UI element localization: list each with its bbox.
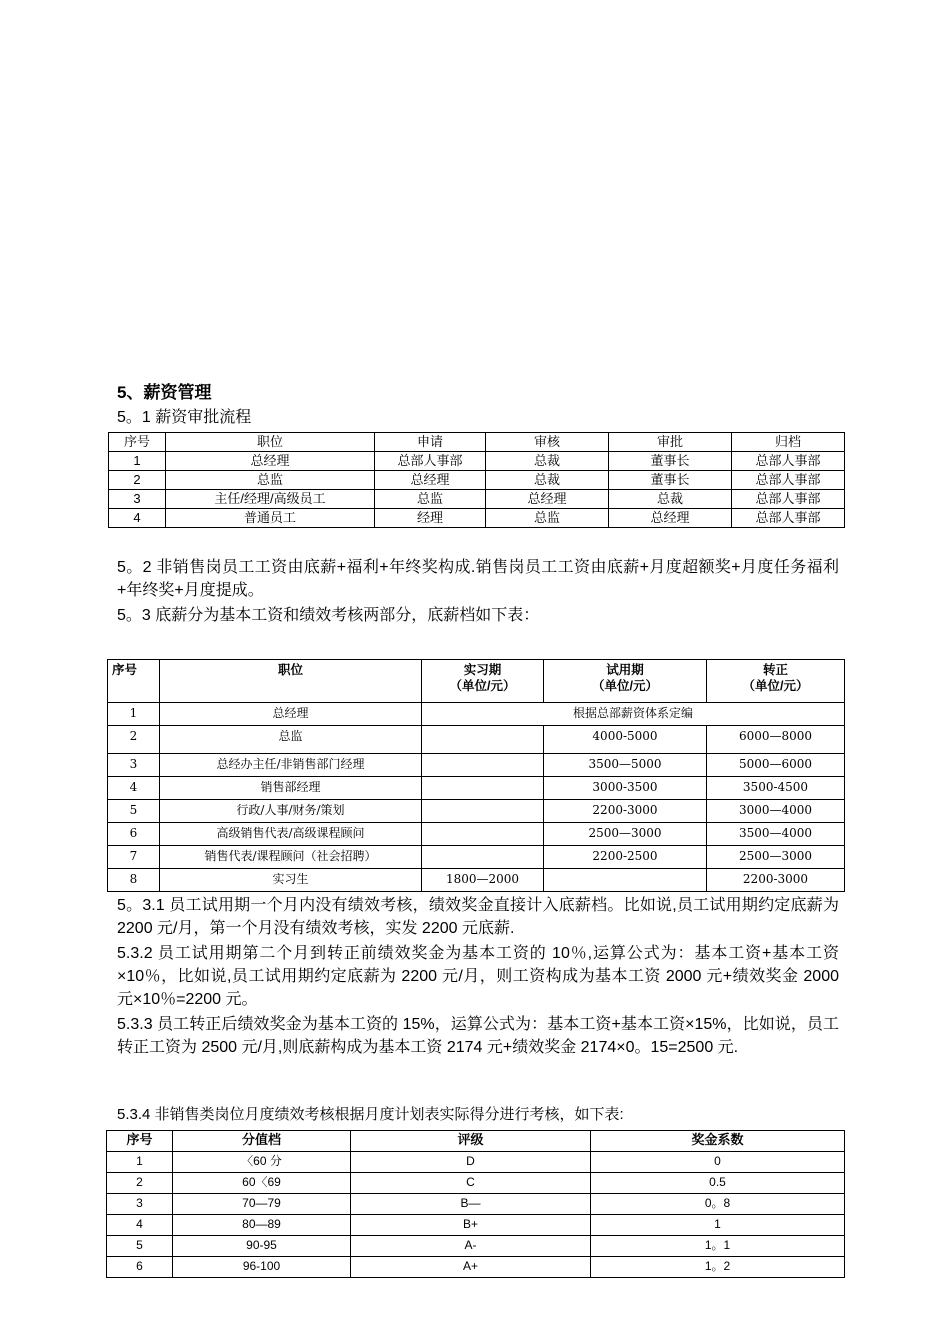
performance-table <box>106 1130 845 1278</box>
intern-salary-cell <box>422 823 544 846</box>
table-cell: 4 <box>109 509 166 528</box>
table-cell: 6 <box>107 1257 173 1278</box>
row-number: 7 <box>108 846 160 869</box>
row-number: 6 <box>108 823 160 846</box>
table-cell: 总监 <box>166 471 375 490</box>
intern-salary-cell <box>422 754 544 777</box>
intern-salary-cell: 1800—2000 <box>422 869 544 892</box>
header-cell <box>544 660 707 703</box>
subsection-5-1: 5。1 薪资审批流程 <box>117 409 252 426</box>
merged-cell: 根据总部薪资体系定编 <box>422 703 845 726</box>
table-cell: 1 <box>109 452 166 471</box>
table-row <box>109 471 845 490</box>
table-cell: 1。2 <box>591 1257 845 1278</box>
table-cell: A+ <box>351 1257 591 1278</box>
table-cell: C <box>351 1173 591 1194</box>
table-cell: 0 <box>591 1152 845 1173</box>
table-row <box>108 823 845 846</box>
position-cell: 销售部经理 <box>160 777 422 800</box>
header-cell <box>707 660 845 703</box>
regular-salary-cell: 6000—8000 <box>707 726 845 754</box>
header-cell: 分值档 <box>173 1131 351 1152</box>
header-line: （单位/元） <box>592 679 658 693</box>
table-cell: 4 <box>107 1215 173 1236</box>
header-line: 转正 <box>762 663 788 677</box>
base-salary-table <box>107 659 845 892</box>
header-line: 实习期 <box>463 663 502 677</box>
table-cell: 5 <box>107 1236 173 1257</box>
row-number: 3 <box>108 754 160 777</box>
header-cell <box>160 660 422 703</box>
position-cell: 总监 <box>160 726 422 754</box>
regular-salary-cell: 2200-3000 <box>707 869 845 892</box>
table-cell: 1 <box>591 1215 845 1236</box>
paragraph-5-3-4: 5.3.4 非销售类岗位月度绩效考核根据月度计划表实际得分进行考核，如下表: <box>117 1106 624 1123</box>
table-cell: 总部人事部 <box>732 471 845 490</box>
paragraph-5-2: 5。2 非销售岗员工工资由底薪+福利+年终奖构成.销售岗员工工资由底薪+月度超额奖+月度任务福利+年终奖+月度提成。 <box>117 559 839 599</box>
row-number: 5 <box>108 800 160 823</box>
table-row <box>108 800 845 823</box>
table-cell: 总部人事部 <box>375 452 486 471</box>
table-cell: 总裁 <box>486 471 609 490</box>
table-cell: 总经理 <box>166 452 375 471</box>
header-cell: 审核 <box>486 433 609 452</box>
header-line: （单位/元） <box>449 679 516 693</box>
header-cell: 职位 <box>166 433 375 452</box>
header-line: （单位/元） <box>742 679 809 693</box>
table-cell: 总监 <box>486 509 609 528</box>
trial-salary-cell: 4000-5000 <box>544 726 707 754</box>
table-cell: 2 <box>109 471 166 490</box>
position-cell: 总经理 <box>160 703 422 726</box>
table-row <box>109 452 845 471</box>
table-cell: 普通员工 <box>166 509 375 528</box>
header-line: 职位 <box>277 663 303 677</box>
header-line: 试用期 <box>606 663 644 677</box>
table-cell: 总经理 <box>375 471 486 490</box>
row-number: 2 <box>108 726 160 754</box>
table-cell: D <box>351 1152 591 1173</box>
table-cell: B— <box>351 1194 591 1215</box>
table-cell: 总部人事部 <box>732 490 845 509</box>
table-row <box>107 1173 845 1194</box>
table-row <box>108 777 845 800</box>
trial-salary-cell <box>544 869 707 892</box>
table-cell: 主任/经理/高级员工 <box>166 490 375 509</box>
table-cell: 80—89 <box>173 1215 351 1236</box>
position-cell: 高级销售代表/高级课程顾问 <box>160 823 422 846</box>
table-header-row <box>107 1131 845 1152</box>
header-cell: 奖金系数 <box>591 1131 845 1152</box>
table-cell: 董事长 <box>609 452 732 471</box>
table-cell: 总监 <box>375 490 486 509</box>
header-cell: 序号 <box>107 1131 173 1152</box>
table-row <box>109 490 845 509</box>
table-cell: 总部人事部 <box>732 509 845 528</box>
table-cell: B+ <box>351 1215 591 1236</box>
table-cell: 60〈69 <box>173 1173 351 1194</box>
table-cell: 3 <box>109 490 166 509</box>
header-cell: 归档 <box>732 433 845 452</box>
table-cell: 总经理 <box>486 490 609 509</box>
position-cell: 总经办主任/非销售部门经理 <box>160 754 422 777</box>
header-cell <box>108 660 160 703</box>
intern-salary-cell <box>422 800 544 823</box>
table-header-row <box>108 660 845 703</box>
regular-salary-cell: 5000—6000 <box>707 754 845 777</box>
table-row <box>109 509 845 528</box>
table-cell: 96-100 <box>173 1257 351 1278</box>
regular-salary-cell: 3500-4500 <box>707 777 845 800</box>
paragraph-5-3: 5。3 底薪分为基本工资和绩效考核两部分，底薪档如下表： <box>117 607 540 624</box>
table-cell: 总经理 <box>609 509 732 528</box>
header-cell: 序号 <box>109 433 166 452</box>
row-number: 4 <box>108 777 160 800</box>
table-cell: 90-95 <box>173 1236 351 1257</box>
table-cell: 1 <box>107 1152 173 1173</box>
table-row <box>107 1236 845 1257</box>
section-title: 5、薪资管理 <box>117 383 212 402</box>
intern-salary-cell <box>422 777 544 800</box>
table-cell: 3 <box>107 1194 173 1215</box>
intern-salary-cell <box>422 726 544 754</box>
table-cell: 2 <box>107 1173 173 1194</box>
position-cell: 销售代表/课程顾问（社会招聘） <box>160 846 422 869</box>
header-cell: 评级 <box>351 1131 591 1152</box>
table-cell: 经理 <box>375 509 486 528</box>
trial-salary-cell: 2200-3000 <box>544 800 707 823</box>
approval-table <box>108 432 845 528</box>
table-row <box>107 1194 845 1215</box>
intern-salary-cell <box>422 846 544 869</box>
table-cell: 总裁 <box>486 452 609 471</box>
regular-salary-cell: 3000—4000 <box>707 800 845 823</box>
trial-salary-cell: 2200-2500 <box>544 846 707 869</box>
regular-salary-cell: 3500—4000 <box>707 823 845 846</box>
table-row <box>107 1152 845 1173</box>
table-cell: 0。8 <box>591 1194 845 1215</box>
trial-salary-cell: 3000-3500 <box>544 777 707 800</box>
paragraph-5-3-1: 5。3.1 员工试用期一个月内没有绩效考核，绩效奖金直接计入底薪档。比如说,员工试用期约定底薪为 2200 元/月，第一个月没有绩效考核，实发 2200 元底薪. <box>117 897 839 937</box>
trial-salary-cell: 2500—3000 <box>544 823 707 846</box>
table-cell: 1。1 <box>591 1236 845 1257</box>
table-row <box>108 726 845 754</box>
header-cell <box>422 660 544 703</box>
table-row <box>108 754 845 777</box>
trial-salary-cell: 3500—5000 <box>544 754 707 777</box>
paragraph-5-3-2: 5.3.2 员工试用期第二个月到转正前绩效奖金为基本工资的 10％,运算公式为：基本工资+基本工资×10％，比如说,员工试用期约定底薪为 2200 元/月，则工资构成为基本工资 2000 元+绩效奖金 2000 元×10％=2200 元。 <box>117 945 839 1008</box>
table-cell: 董事长 <box>609 471 732 490</box>
table-row <box>108 703 845 726</box>
table-row <box>107 1215 845 1236</box>
table-header-row <box>109 433 845 452</box>
position-cell: 行政/人事/财务/策划 <box>160 800 422 823</box>
regular-salary-cell: 2500—3000 <box>707 846 845 869</box>
table-row <box>108 846 845 869</box>
table-cell: A- <box>351 1236 591 1257</box>
row-number: 8 <box>108 869 160 892</box>
header-cell: 申请 <box>375 433 486 452</box>
table-cell: 0.5 <box>591 1173 845 1194</box>
paragraph-5-3-3: 5.3.3 员工转正后绩效奖金为基本工资的 15%，运算公式为：基本工资+基本工资×15%，比如说，员工转正工资为 2500 元/月,则底薪构成为基本工资 2174 元+绩效奖金 2174×0。15=2500 元. <box>117 1016 839 1056</box>
table-cell: 总裁 <box>609 490 732 509</box>
table-cell: 70—79 <box>173 1194 351 1215</box>
position-cell: 实习生 <box>160 869 422 892</box>
table-row <box>108 869 845 892</box>
row-number: 1 <box>108 703 160 726</box>
table-row <box>107 1257 845 1278</box>
header-line: 序号 <box>112 663 138 677</box>
header-cell: 审批 <box>609 433 732 452</box>
table-cell: 总部人事部 <box>732 452 845 471</box>
table-cell: 〈60 分 <box>173 1152 351 1173</box>
